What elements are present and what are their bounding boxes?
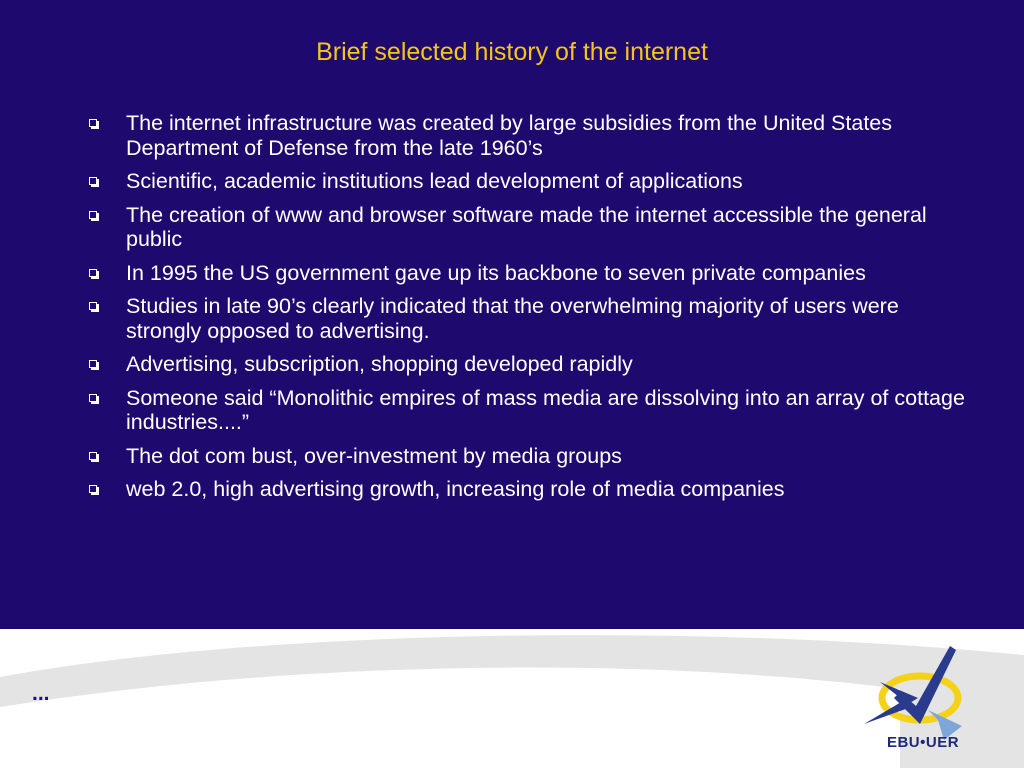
footer-ellipsis: ...	[32, 682, 50, 705]
bullet-item	[86, 169, 966, 194]
bullet-item	[86, 386, 966, 435]
bullet-text: The creation of www and browser software made the internet accessible the general public	[126, 202, 927, 251]
bullet-text: Advertising, subscription, shopping developed rapidly	[126, 352, 633, 376]
hollow-square-bullet-icon	[89, 269, 97, 277]
slide-title: Brief selected history of the internet	[316, 38, 708, 66]
bullet-item	[86, 261, 966, 286]
hollow-square-bullet-icon	[89, 485, 97, 493]
bullet-list	[86, 111, 966, 511]
hollow-square-bullet-icon	[89, 119, 97, 127]
bullet-text: Scientific, academic institutions lead development of applications	[126, 169, 743, 193]
bullet-item	[86, 477, 966, 502]
bullet-item	[86, 111, 966, 160]
hollow-square-bullet-icon	[89, 302, 97, 310]
bullet-text: The internet infrastructure was created by large subsidies from the United States Department of Defense from the late 1960’s	[126, 111, 893, 160]
hollow-square-bullet-icon	[89, 452, 97, 460]
bullet-item	[86, 352, 966, 377]
bullet-text: Studies in late 90’s clearly indicated that the overwhelming majority of users were strongly opposed to advertising.	[126, 294, 899, 343]
bullet-item	[86, 444, 966, 469]
hollow-square-bullet-icon	[89, 360, 97, 368]
bullet-text: web 2.0, high advertising growth, increasing role of media companies	[126, 477, 785, 501]
hollow-square-bullet-icon	[89, 394, 97, 402]
hollow-square-bullet-icon	[89, 211, 97, 219]
bullet-text: The dot com bust, over-investment by media groups	[126, 443, 622, 468]
bullet-text: Someone said “Monolithic empires of mass media are dissolving into an array of cottage industries....”	[126, 385, 965, 434]
bullet-item	[86, 203, 966, 252]
bullet-item	[86, 294, 966, 343]
logo-text: EBU•UER	[886, 734, 960, 751]
bullet-text: In 1995 the US government gave up its backbone to seven private companies	[126, 260, 866, 285]
hollow-square-bullet-icon	[89, 177, 97, 185]
